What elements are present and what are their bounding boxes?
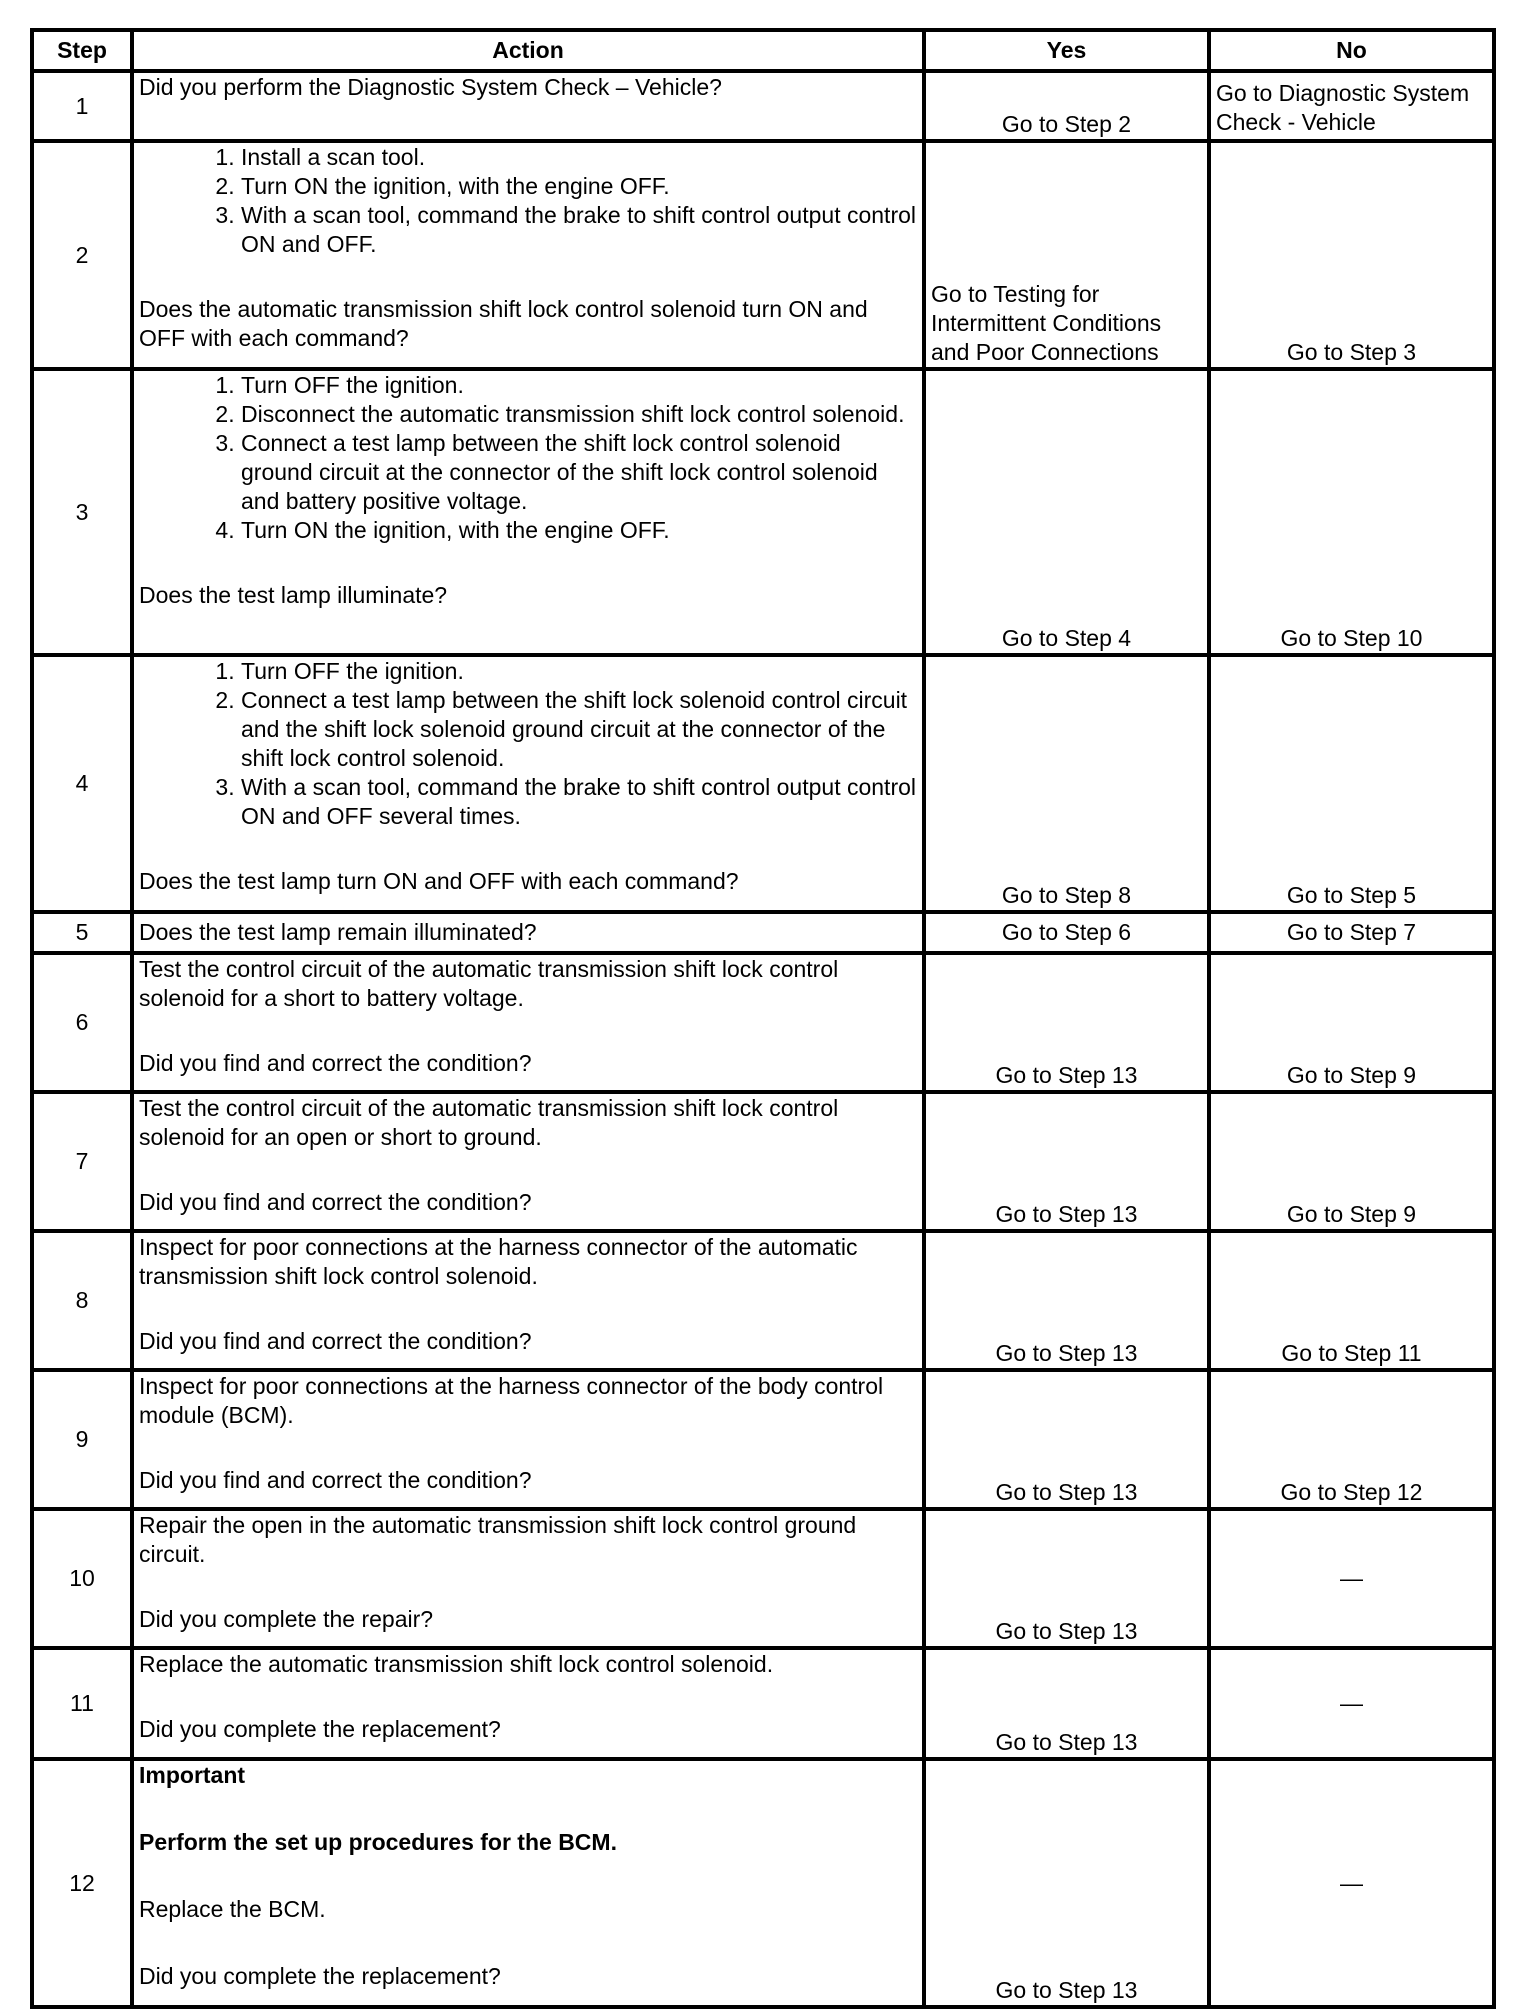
yes-cell: Go to Step 6	[924, 912, 1209, 953]
table-row	[32, 141, 1494, 369]
table-header-row	[32, 30, 1494, 71]
question-text: Did you find and correct the condition?	[139, 1328, 532, 1354]
no-cell: Go to Step 5	[1209, 655, 1494, 912]
question-text: Did you find and correct the condition?	[139, 1467, 532, 1493]
question-text: Did you complete the repair?	[139, 1606, 434, 1632]
question-text: Did you find and correct the condition?	[139, 1189, 532, 1215]
yes-cell: Go to Step 13	[924, 1759, 1209, 2007]
step-number: 12	[32, 1759, 132, 2007]
yes-cell: Go to Step 13	[924, 953, 1209, 1092]
no-cell: Go to Step 10	[1209, 369, 1494, 655]
action-cell	[132, 1370, 924, 1509]
step-number: 5	[32, 912, 132, 953]
table-row	[32, 1370, 1494, 1509]
action-cell	[132, 1648, 924, 1759]
no-cell: Go to Step 11	[1209, 1231, 1494, 1370]
no-cell: Go to Step 9	[1209, 953, 1494, 1092]
table-row	[32, 369, 1494, 655]
table-row	[32, 655, 1494, 912]
step-number: 2	[32, 141, 132, 369]
table-row	[32, 1509, 1494, 1648]
no-cell: Go to Step 3	[1209, 141, 1494, 369]
action-text: Repair the open in the automatic transmission shift lock control ground circuit.	[139, 1512, 857, 1567]
step-number: 10	[32, 1509, 132, 1648]
substep-item: 3. With a scan tool, command the brake to shift control output control ON and OFF several times.	[241, 773, 917, 831]
action-cell	[132, 655, 924, 912]
substep-list	[139, 657, 917, 831]
header-no: No	[1209, 30, 1494, 71]
instruction-text: Replace the BCM.	[139, 1896, 326, 1922]
step-number: 6	[32, 953, 132, 1092]
substep-list	[139, 371, 917, 545]
table-row	[32, 1648, 1494, 1759]
substep-item: 3. With a scan tool, command the brake to shift control output control ON and OFF.	[241, 201, 917, 259]
action-cell	[132, 71, 924, 141]
table-row	[32, 1092, 1494, 1231]
action-text: Test the control circuit of the automatic transmission shift lock control solenoid for an open or short to ground.	[139, 1095, 839, 1150]
action-text: Did you perform the Diagnostic System Check – Vehicle?	[139, 74, 722, 100]
step-number: 11	[32, 1648, 132, 1759]
no-cell: Go to Step 12	[1209, 1370, 1494, 1509]
question-text: Does the automatic transmission shift lock control solenoid turn ON and OFF with each command?	[139, 296, 868, 351]
substep-item: 4. Turn ON the ignition, with the engine OFF.	[241, 516, 917, 545]
question-text: Does the test lamp turn ON and OFF with each command?	[139, 868, 739, 894]
step-number: 3	[32, 369, 132, 655]
action-text: Test the control circuit of the automatic transmission shift lock control solenoid for a short to battery voltage.	[139, 956, 839, 1011]
header-step: Step	[32, 30, 132, 71]
action-cell	[132, 1231, 924, 1370]
substep-item: 2. Connect a test lamp between the shift lock solenoid control circuit and the shift lock solenoid ground circuit at the connector of the shift lock control solenoid.	[241, 686, 917, 773]
yes-cell: Go to Step 4	[924, 369, 1209, 655]
header-yes: Yes	[924, 30, 1209, 71]
step-number: 9	[32, 1370, 132, 1509]
action-cell	[132, 369, 924, 655]
table-row	[32, 953, 1494, 1092]
step-number: 7	[32, 1092, 132, 1231]
yes-cell: Go to Step 13	[924, 1648, 1209, 1759]
yes-cell: Go to Step 13	[924, 1370, 1209, 1509]
substep-list	[139, 143, 917, 259]
substep-item: 1. Turn OFF the ignition.	[241, 657, 917, 686]
action-cell	[132, 1509, 924, 1648]
action-text: Inspect for poor connections at the harness connector of the body control module (BCM).	[139, 1373, 884, 1428]
substep-item: 1. Install a scan tool.	[241, 143, 917, 172]
no-cell: Go to Diagnostic System Check - Vehicle	[1209, 71, 1494, 141]
table-row	[32, 912, 1494, 953]
yes-cell: Go to Step 13	[924, 1509, 1209, 1648]
step-number: 1	[32, 71, 132, 141]
table-row	[32, 1759, 1494, 2007]
no-cell: Go to Step 7	[1209, 912, 1494, 953]
action-cell	[132, 1092, 924, 1231]
table-row	[32, 71, 1494, 141]
question-text: Did you find and correct the condition?	[139, 1050, 532, 1076]
action-text: Replace the automatic transmission shift lock control solenoid.	[139, 1651, 774, 1677]
step-number: 4	[32, 655, 132, 912]
no-cell: —	[1209, 1509, 1494, 1648]
action-text: Inspect for poor connections at the harness connector of the automatic transmission shift lock control solenoid.	[139, 1234, 858, 1289]
step-number: 8	[32, 1231, 132, 1370]
substep-item: 2. Turn ON the ignition, with the engine OFF.	[241, 172, 917, 201]
no-cell: —	[1209, 1648, 1494, 1759]
diagnostic-table	[30, 28, 1496, 2009]
no-cell: Go to Step 9	[1209, 1092, 1494, 1231]
substep-item: 3. Connect a test lamp between the shift lock control solenoid ground circuit at the connector of the shift lock control solenoid and battery positive voltage.	[241, 429, 917, 516]
question-text: Did you complete the replacement?	[139, 1716, 501, 1742]
question-text: Did you complete the replacement?	[139, 1963, 501, 1989]
header-action: Action	[132, 30, 924, 71]
action-cell	[132, 912, 924, 953]
action-cell	[132, 953, 924, 1092]
no-cell: —	[1209, 1759, 1494, 2007]
substep-item: 2. Disconnect the automatic transmission shift lock control solenoid.	[241, 400, 917, 429]
yes-cell: Go to Testing for Intermittent Conditions and Poor Connections	[924, 141, 1209, 369]
substep-item: 1. Turn OFF the ignition.	[241, 371, 917, 400]
question-text: Does the test lamp illuminate?	[139, 582, 448, 608]
action-cell	[132, 141, 924, 369]
important-text: Perform the set up procedures for the BCM.	[139, 1829, 617, 1855]
yes-cell: Go to Step 2	[924, 71, 1209, 141]
action-cell	[132, 1759, 924, 2007]
important-label: Important	[139, 1762, 246, 1788]
yes-cell: Go to Step 13	[924, 1092, 1209, 1231]
yes-cell: Go to Step 13	[924, 1231, 1209, 1370]
action-text: Does the test lamp remain illuminated?	[139, 919, 537, 945]
table-row	[32, 1231, 1494, 1370]
yes-cell: Go to Step 8	[924, 655, 1209, 912]
